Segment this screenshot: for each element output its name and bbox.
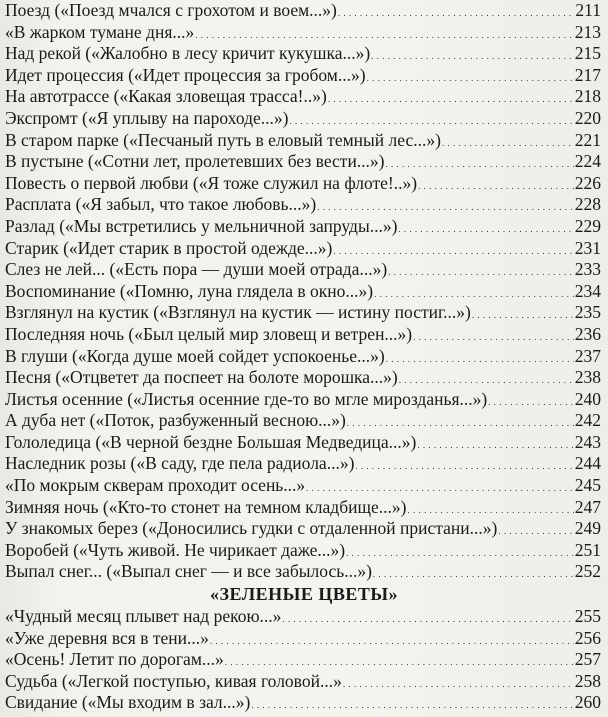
toc-entry-page-number: 234	[574, 280, 601, 301]
toc-entry	[5, 671, 601, 693]
toc-entry-title: Свидание («Мы входим в зал...»)	[5, 692, 251, 713]
toc-entry-title: А дуба нет («Поток, разбуженный весною...»)	[5, 410, 346, 431]
toc-entry	[5, 606, 601, 628]
toc-entry	[5, 561, 601, 583]
toc-entry	[5, 453, 601, 475]
toc-entry-title: Расплата («Я забыл, что такое любовь...»)	[5, 194, 317, 215]
toc-entry-title: Разлад («Мы встретились у мельничной запруды...»)	[5, 215, 398, 236]
toc-entry-title: Поезд («Поезд мчался с грохотом и воем...»)	[5, 0, 337, 20]
toc-entry-page-number: 215	[574, 43, 601, 64]
section-table-of-contents	[5, 606, 601, 714]
toc-entry	[5, 194, 601, 216]
toc-entry-title: В старом парке («Песчаный путь в еловый темный лес...»)	[5, 129, 441, 150]
toc-entry-title: Последняя ночь («Был целый мир зловещ и ветрен...»)	[5, 323, 413, 344]
toc-entry-title: Слез не лей... («Есть пора — души моей отрада...»)	[5, 259, 388, 280]
toc-entry-page-number: 235	[574, 302, 601, 323]
toc-entry-page-number: 251	[574, 539, 601, 560]
toc-entry-title: У знакомых берез («Доносились гудки с отдаленной пристани...»)	[5, 518, 498, 539]
toc-entry-page-number: 252	[574, 561, 601, 582]
toc-entry-title: Гололедица («В черной бездне Большая Медведица...»)	[5, 431, 417, 452]
toc-entry-page-number: 226	[574, 172, 601, 193]
toc-entry-page-number: 237	[574, 345, 601, 366]
toc-entry-title: «По мокрым скверам проходит осень...»	[5, 475, 306, 496]
toc-entry	[5, 367, 601, 389]
toc-entry-page-number: 228	[574, 194, 601, 215]
toc-entry	[5, 86, 601, 108]
toc-entry	[5, 410, 601, 432]
toc-entry	[5, 346, 601, 368]
toc-entry	[5, 0, 601, 22]
toc-entry	[5, 259, 601, 281]
toc-entry-page-number: 242	[574, 410, 601, 431]
toc-entry-page-number: 256	[574, 627, 601, 648]
toc-entry-title: Над рекой («Жалобно в лесу кричит кукушка...»)	[5, 43, 371, 64]
toc-entry	[5, 540, 601, 562]
toc-entry	[5, 65, 601, 87]
toc-entry-title: Взглянул на кустик («Взглянул на кустик — истину постиг...»)	[5, 302, 471, 323]
toc-entry	[5, 281, 601, 303]
toc-entry-page-number: 244	[574, 453, 601, 474]
toc-entry	[5, 108, 601, 130]
toc-entry-title: Листья осенние («Листья осенние где-то во мгле мирозданья...»)	[5, 388, 488, 409]
toc-entry-page-number: 249	[574, 518, 601, 539]
toc-entry	[5, 649, 601, 671]
toc-entry-page-number: 211	[575, 0, 601, 20]
toc-entry	[5, 475, 601, 497]
dot-leader	[251, 692, 573, 717]
toc-entry-page-number: 224	[574, 151, 601, 172]
toc-entry	[5, 389, 601, 411]
toc-entry	[5, 216, 601, 238]
toc-entry-title: На автотрассе («Какая зловещая трасса!..»)	[5, 86, 327, 107]
toc-entry-page-number: 260	[574, 692, 601, 713]
toc-entry-title: «В жарком тумане дня...»	[5, 21, 195, 42]
toc-entry-page-number: 255	[574, 606, 601, 626]
toc-entry-title: Судьба («Легкой поступью, кивая головой...»	[5, 670, 342, 691]
toc-entry	[5, 324, 601, 346]
toc-entry-title: Старик («Идет старик в простой одежде...»)	[5, 237, 333, 258]
toc-entry-title: Экспромт («Я уплыву на пароходе...»)	[5, 107, 289, 128]
toc-entry-title: Выпал снег... («Выпал снег — и все забылось...»)	[5, 561, 372, 582]
toc-entry-title: Воробей («Чуть живой. Не чирикает даже...»)	[5, 539, 346, 560]
toc-entry-page-number: 233	[574, 259, 601, 280]
toc-entry-title: «Осень! Летит по дорогам...»	[5, 649, 224, 670]
toc-entry-page-number: 238	[574, 367, 601, 388]
toc-entry	[5, 518, 601, 540]
toc-entry	[5, 151, 601, 173]
toc-entry	[5, 130, 601, 152]
toc-entry-title: Песня («Отцветет да поспеет на болоте морошка...»)	[5, 367, 398, 388]
toc-entry-page-number: 218	[574, 86, 601, 107]
toc-entry-page-number: 220	[574, 107, 601, 128]
toc-entry	[5, 497, 601, 519]
section-heading: «ЗЕЛЕНЫЕ ЦВЕТЫ»	[209, 584, 399, 604]
toc-entry-page-number: 221	[574, 129, 601, 150]
toc-entry	[5, 22, 601, 44]
toc-entry-page-number: 213	[574, 21, 601, 42]
toc-entry-page-number: 247	[574, 496, 601, 517]
toc-entry-title: Зимняя ночь («Кто-то стонет на темном кладбище...»)	[5, 496, 407, 517]
toc-entry	[5, 302, 601, 324]
toc-entry	[5, 692, 601, 714]
toc-entry-page-number: 258	[574, 670, 601, 691]
toc-entry-page-number: 243	[574, 431, 601, 452]
toc-entry-title: Воспоминание («Помню, луна глядела в окно...»)	[5, 280, 374, 301]
toc-entry	[5, 238, 601, 260]
toc-entry-page-number: 245	[574, 475, 601, 496]
toc-entry-page-number: 231	[574, 237, 601, 258]
toc-entry-title: Повесть о первой любви («Я тоже служил на флоте!..»)	[5, 172, 418, 193]
toc-entry-title: В глуши («Когда душе моей сойдет успокоенье...»)	[5, 345, 385, 366]
toc-entry-page-number: 257	[574, 649, 601, 670]
table-of-contents	[5, 0, 601, 583]
toc-entry-title: В пустыне («Сотни лет, пролетевших без вести...»)	[5, 151, 385, 172]
toc-entry-page-number: 217	[574, 64, 601, 85]
toc-entry-page-number: 236	[574, 323, 601, 344]
toc-entry-title: Наследник розы («В саду, где пела радиола...»)	[5, 453, 355, 474]
toc-entry-page-number: 229	[574, 215, 601, 236]
toc-entry	[5, 173, 601, 195]
toc-entry	[5, 628, 601, 650]
toc-entry-title: «Чудный месяц плывет над рекою...»	[5, 606, 282, 626]
dot-leader	[373, 561, 574, 586]
toc-entry-page-number: 240	[574, 388, 601, 409]
toc-entry-title: «Уже деревня вся в тени...»	[5, 627, 209, 648]
toc-entry	[5, 432, 601, 454]
toc-entry	[5, 43, 601, 65]
toc-entry-title: Идет процессия («Идет процессия за гробом...»)	[5, 64, 366, 85]
